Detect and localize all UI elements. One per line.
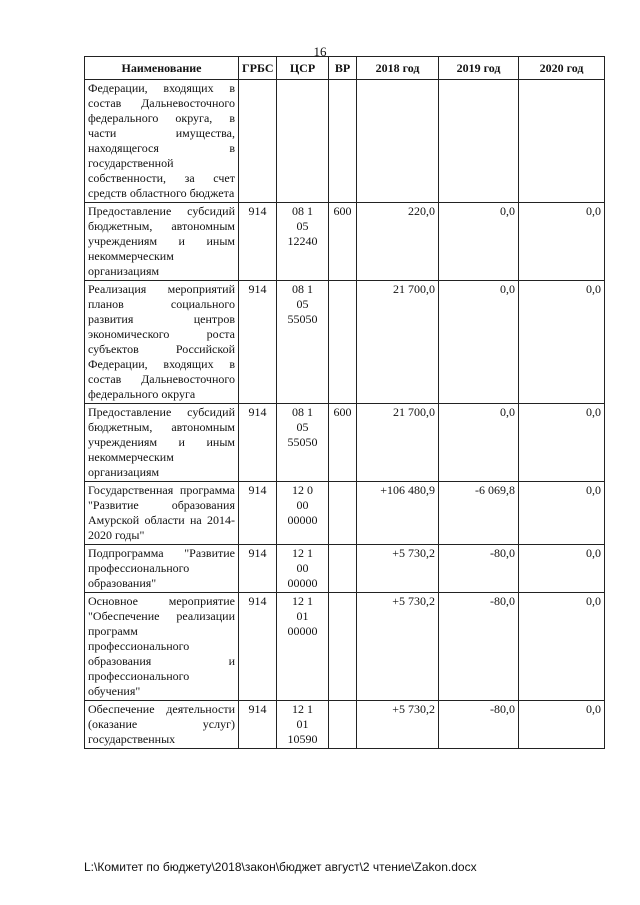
- cell-grbs: 914: [239, 482, 277, 545]
- cell-name: Реализация мероприятий планов социального развития центров экономического роста субъектов Российской Федерации, входящих в состав Дальневосточного федерального округа: [85, 281, 239, 404]
- cell-2019: -80,0: [439, 701, 519, 749]
- cell-2019: [439, 80, 519, 203]
- table-row: [85, 80, 605, 203]
- header-2020: 2020 год: [519, 57, 605, 80]
- cell-2020: 0,0: [519, 701, 605, 749]
- cell-name: Предоставление субсидий бюджетным, автономным учреждениям и иным некоммерческим организациям: [85, 203, 239, 281]
- cell-name: Основное мероприятие "Обеспечение реализации программ профессионального образования и профессионального обучения": [85, 593, 239, 701]
- table-row: [85, 701, 605, 749]
- cell-csr: 08 1 05 55050: [277, 404, 329, 482]
- cell-vr: [329, 281, 357, 404]
- cell-2019: 0,0: [439, 404, 519, 482]
- cell-csr: 12 1 00 00000: [277, 545, 329, 593]
- page-number: 16: [313, 44, 327, 59]
- cell-grbs: 914: [239, 281, 277, 404]
- header-2019: 2019 год: [439, 57, 519, 80]
- cell-csr: 08 1 05 12240: [277, 203, 329, 281]
- table-body: [85, 80, 605, 749]
- cell-vr: [329, 593, 357, 701]
- cell-2020: 0,0: [519, 545, 605, 593]
- cell-2020: [519, 80, 605, 203]
- cell-2020: 0,0: [519, 404, 605, 482]
- cell-name: Предоставление субсидий бюджетным, автономным учреждениям и иным некоммерческим организациям: [85, 404, 239, 482]
- file-path-footer: L:\Комитет по бюджету\2018\закон\бюджет август\2 чтение\Zakon.docx: [84, 860, 477, 874]
- table-row: [85, 404, 605, 482]
- cell-2018: 220,0: [357, 203, 439, 281]
- cell-2019: -6 069,8: [439, 482, 519, 545]
- cell-grbs: 914: [239, 545, 277, 593]
- cell-csr: 12 1 01 00000: [277, 593, 329, 701]
- header-name: Наименование: [85, 57, 239, 80]
- header-vr: ВР: [329, 57, 357, 80]
- cell-name: Государственная программа "Развитие образования Амурской области на 2014-2020 годы": [85, 482, 239, 545]
- cell-vr: [329, 80, 357, 203]
- cell-2019: -80,0: [439, 545, 519, 593]
- cell-2018: +106 480,9: [357, 482, 439, 545]
- cell-grbs: 914: [239, 593, 277, 701]
- table-header-row: [85, 57, 605, 80]
- cell-name: Обеспечение деятельности (оказание услуг) государственных: [85, 701, 239, 749]
- cell-vr: [329, 545, 357, 593]
- cell-2020: 0,0: [519, 593, 605, 701]
- header-grbs: ГРБС: [239, 57, 277, 80]
- table-row: [85, 203, 605, 281]
- cell-2018: 21 700,0: [357, 281, 439, 404]
- cell-csr: [277, 80, 329, 203]
- cell-name: Подпрограмма "Развитие профессионального образования": [85, 545, 239, 593]
- cell-2018: 21 700,0: [357, 404, 439, 482]
- cell-2020: 0,0: [519, 281, 605, 404]
- budget-table: [84, 56, 605, 749]
- table-row: [85, 281, 605, 404]
- cell-grbs: [239, 80, 277, 203]
- header-2018: 2018 год: [357, 57, 439, 80]
- table-row: [85, 593, 605, 701]
- cell-vr: 600: [329, 404, 357, 482]
- cell-csr: 08 1 05 55050: [277, 281, 329, 404]
- cell-vr: [329, 482, 357, 545]
- table-row: [85, 482, 605, 545]
- cell-2019: 0,0: [439, 203, 519, 281]
- cell-grbs: 914: [239, 701, 277, 749]
- cell-2020: 0,0: [519, 482, 605, 545]
- cell-2018: [357, 80, 439, 203]
- cell-csr: 12 0 00 00000: [277, 482, 329, 545]
- cell-grbs: 914: [239, 203, 277, 281]
- table-row: [85, 545, 605, 593]
- cell-2020: 0,0: [519, 203, 605, 281]
- header-csr: ЦСР: [277, 57, 329, 80]
- cell-2018: +5 730,2: [357, 545, 439, 593]
- cell-2018: +5 730,2: [357, 701, 439, 749]
- cell-csr: 12 1 01 10590: [277, 701, 329, 749]
- cell-vr: [329, 701, 357, 749]
- cell-2019: 0,0: [439, 281, 519, 404]
- cell-vr: 600: [329, 203, 357, 281]
- cell-grbs: 914: [239, 404, 277, 482]
- cell-2019: -80,0: [439, 593, 519, 701]
- cell-2018: +5 730,2: [357, 593, 439, 701]
- cell-name: Федерации, входящих в состав Дальневосточного федерального округа, в части имущества, находящегося в государственной собственности, за счет средств областного бюджета: [85, 80, 239, 203]
